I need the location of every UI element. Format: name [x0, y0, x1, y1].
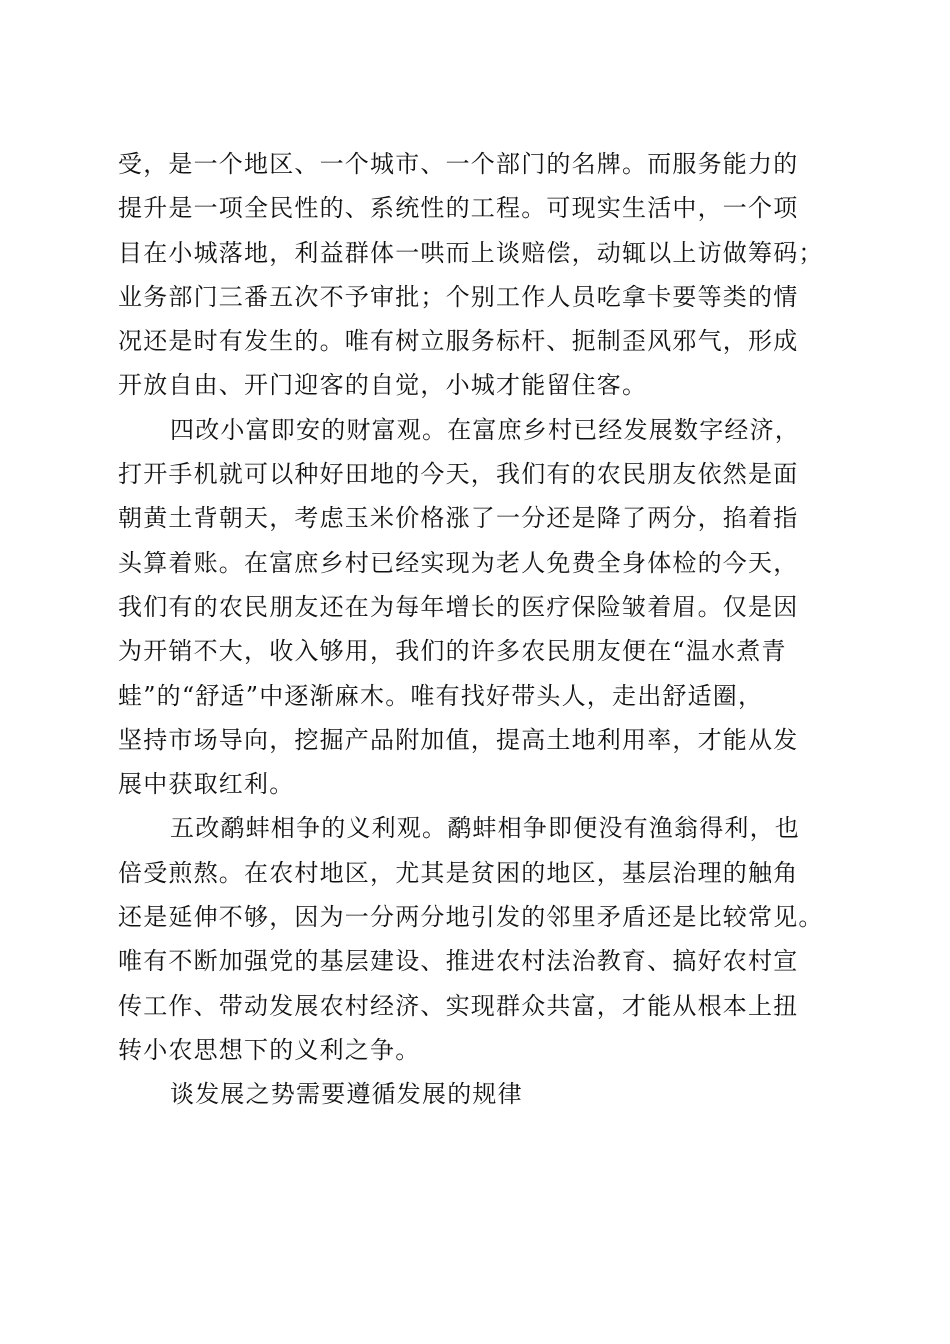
text-line: 头算着账。在富庶乡村已经实现为老人免费全身体检的今天， [118, 548, 799, 577]
text-line: 受，是一个地区、一个城市、一个部门的名牌。而服务能力的 [118, 150, 799, 178]
text-line: 为开销不大，收入够用，我们的许多农民朋友便在“温水煮青 [118, 637, 787, 666]
paragraph-2 [118, 408, 838, 807]
text-line: 转小农思想下的义利之争。 [118, 1035, 421, 1064]
text-line: 坚持市场导向，挖掘产品附加值，提高土地利用率，才能从发 [118, 725, 799, 754]
text-line: 况还是时有发生的。唯有树立服务标杆、扼制歪风邪气，形成 [118, 327, 799, 356]
text-line: 唯有不断加强党的基层建设、推进农村法治教育、搞好农村宣 [118, 947, 799, 976]
text-line: 传工作、带动发展农村经济、实现群众共富，才能从根本上扭 [118, 991, 799, 1020]
text-line: 目在小城落地，利益群体一哄而上谈赔偿，动辄以上访做筹码； [118, 238, 824, 267]
text-line: 还是延伸不够，因为一分两分地引发的邻里矛盾还是比较常见。 [118, 903, 824, 932]
document-body [118, 142, 838, 1117]
text-line: 五改鹬蚌相争的义利观。鹬蚌相争即便没有渔翁得利，也 [170, 814, 800, 843]
paragraph-4 [118, 1072, 838, 1116]
text-line: 朝黄土背朝天，考虑玉米价格涨了一分还是降了两分，掐着指 [118, 504, 799, 533]
paragraph-3 [118, 806, 838, 1072]
text-line: 提升是一项全民性的、系统性的工程。可现实生活中，一个项 [118, 194, 799, 223]
paragraph-1 [118, 142, 838, 408]
text-line: 倍受煎熬。在农村地区，尤其是贫困的地区，基层治理的触角 [118, 858, 799, 887]
text-line: 四改小富即安的财富观。在富庶乡村已经发展数字经济， [170, 415, 800, 444]
text-line: 开放自由、开门迎客的自觉，小城才能留住客。 [118, 371, 648, 400]
text-line: 业务部门三番五次不予审批；个别工作人员吃拿卡要等类的情 [118, 282, 799, 311]
text-line: 我们有的农民朋友还在为每年增长的医疗保险皱着眉。仅是因 [118, 592, 799, 621]
text-line: 打开手机就可以种好田地的今天，我们有的农民朋友依然是面 [118, 460, 799, 489]
text-line: 蛙”的“舒适”中逐渐麻木。唯有找好带头人，走出舒适圈， [118, 681, 764, 710]
text-line: 展中获取红利。 [118, 770, 295, 799]
section-heading: 谈发展之势需要遵循发展的规律 [170, 1080, 523, 1109]
